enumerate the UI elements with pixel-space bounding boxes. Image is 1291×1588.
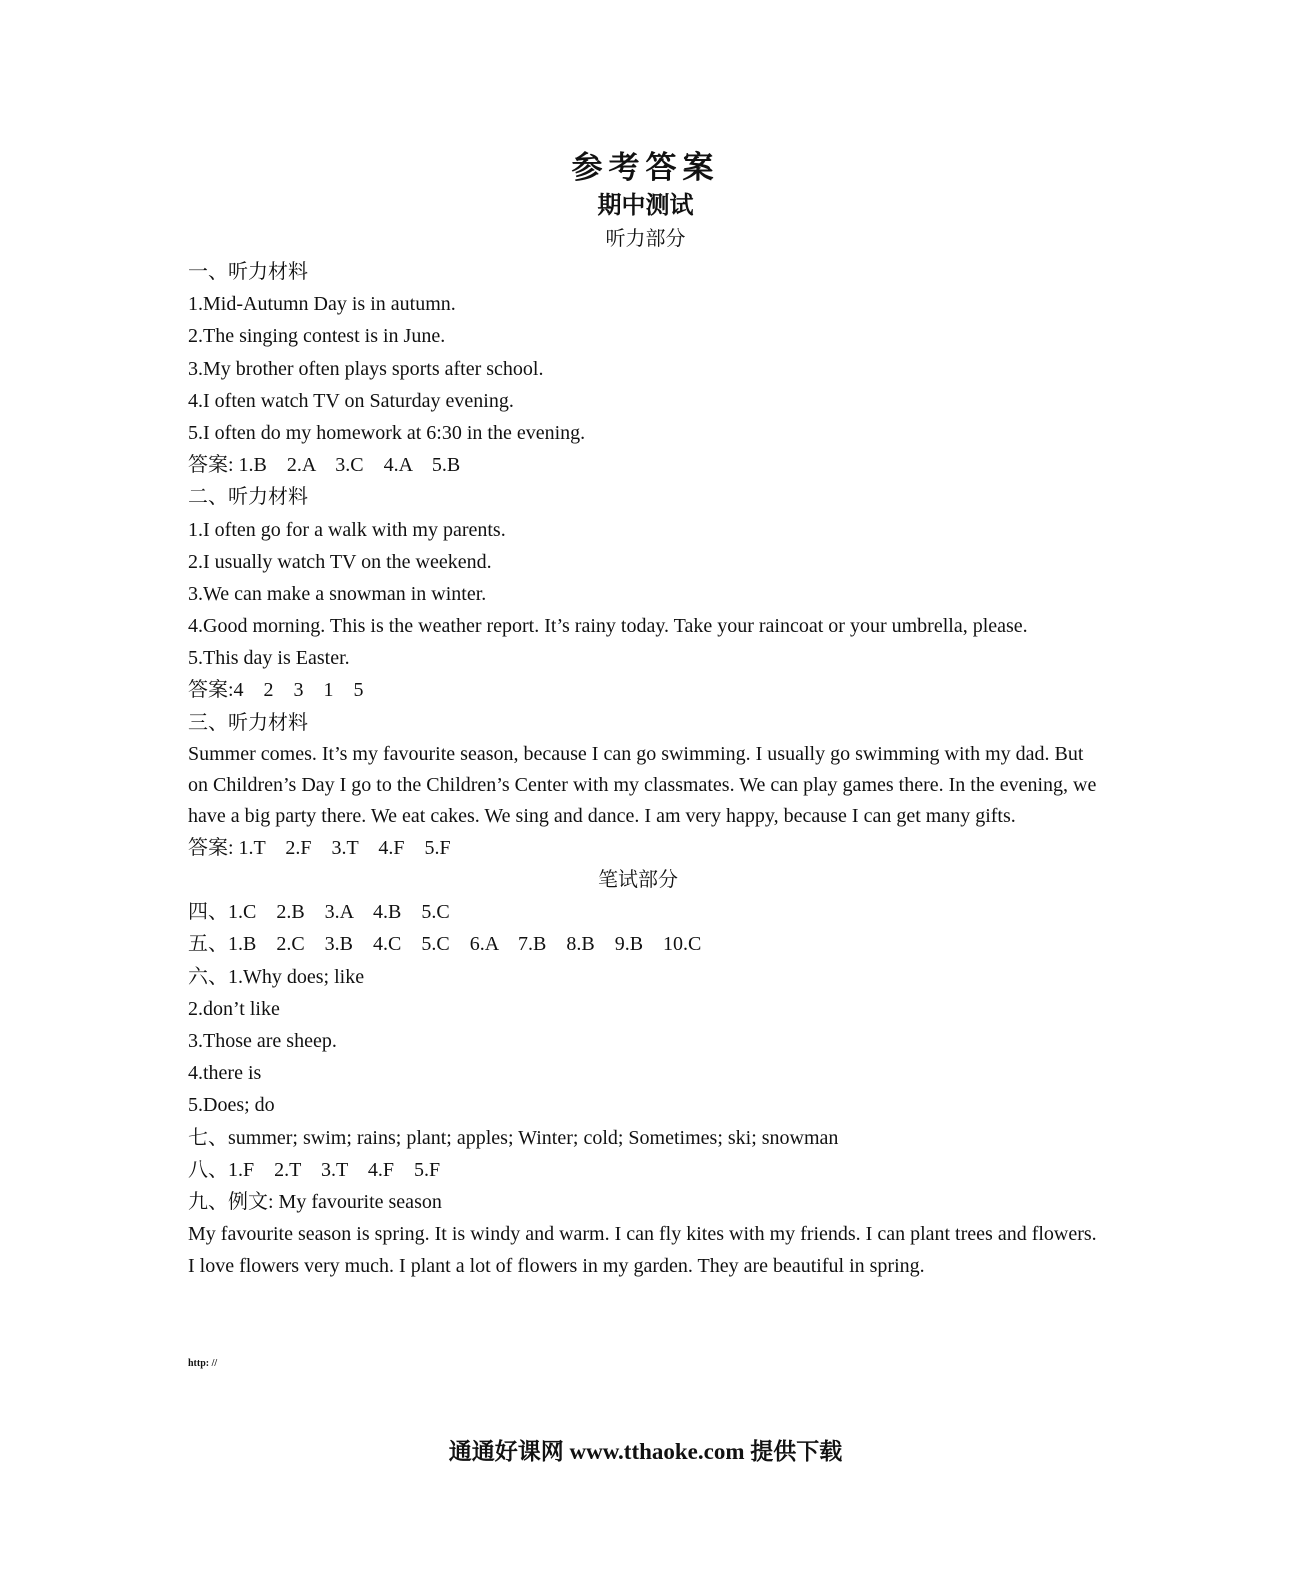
- list-item: 3.My brother often plays sports after school.: [188, 357, 544, 380]
- list-item: 3.Those are sheep.: [188, 1029, 337, 1052]
- section2-answer: 答案:4 2 3 1 5: [188, 679, 364, 702]
- list-item: 2.The singing contest is in June.: [188, 325, 446, 348]
- list-item: 1.I often go for a walk with my parents.: [188, 518, 506, 541]
- list-item: 1.Mid-Autumn Day is in autumn.: [188, 293, 456, 316]
- section8-answers: 八、1.F 2.T 3.T 4.F 5.F: [188, 1158, 441, 1181]
- list-item: 2.I usually watch TV on the weekend.: [188, 550, 492, 573]
- answer-body: [188, 256, 1108, 1282]
- list-item: 2.don’t like: [188, 997, 280, 1020]
- list-item: 5.I often do my homework at 6:30 in the evening.: [188, 421, 586, 444]
- document-subtitle: 期中测试: [597, 193, 694, 219]
- list-item: 4.Good morning. This is the weather report. It’s rainy today. Take your raincoat or your umbrella, please.: [188, 615, 1028, 638]
- section1-heading: 一、听力材料: [188, 261, 308, 283]
- section5-answers: 五、1.B 2.C 3.B 4.C 5.C 6.A 7.B 8.B 9.B 10.C: [188, 933, 702, 956]
- url-fragment: http: //: [188, 1358, 218, 1369]
- section9-passage: My favourite season is spring. It is windy and warm. I can fly kites with my friends. I can plant trees and flowers. I love flowers very much. I plant a lot of flowers in my garden. They are beautiful in spring.: [188, 1223, 1097, 1278]
- writing-section-header: 笔试部分: [598, 869, 678, 892]
- section4-answers: 四、1.C 2.B 3.A 4.B 5.C: [188, 901, 450, 924]
- list-item: 3.We can make a snowman in winter.: [188, 582, 487, 605]
- list-item: 4.I often watch TV on Saturday evening.: [188, 389, 514, 412]
- footer-download-notice: 通通好课网 www.tthaoke.com 提供下载: [448, 1439, 843, 1464]
- section3-heading: 三、听力材料: [188, 711, 308, 734]
- list-item: 4.there is: [188, 1062, 262, 1085]
- section7-answers: 七、summer; swim; rains; plant; apples; Winter; cold; Sometimes; ski; snowman: [188, 1126, 839, 1149]
- listening-section-header: 听力部分: [605, 228, 686, 250]
- section1-answer: 答案: 1.B 2.A 3.C 4.A 5.B: [188, 454, 461, 477]
- document-title: 参考答案: [571, 150, 720, 185]
- section3-answer: 答案: 1.T 2.F 3.T 4.F 5.F: [188, 836, 451, 859]
- section2-heading: 二、听力材料: [188, 486, 308, 509]
- section3-passage: Summer comes. It’s my favourite season, because I can go swimming. I usually go swimming with my dad. But on Children’s Day I go to the Children’s Center with my classmates. We can play games there. In the evening, we have a big party there. We eat cakes. We sing and dance. I am very happy, because I can get many gifts.: [188, 742, 1097, 827]
- section6-first: 六、1.Why does; like: [188, 965, 365, 988]
- section9-heading: 九、例文: My favourite season: [188, 1190, 442, 1213]
- list-item: 5.This day is Easter.: [188, 647, 350, 670]
- list-item: 5.Does; do: [188, 1094, 275, 1117]
